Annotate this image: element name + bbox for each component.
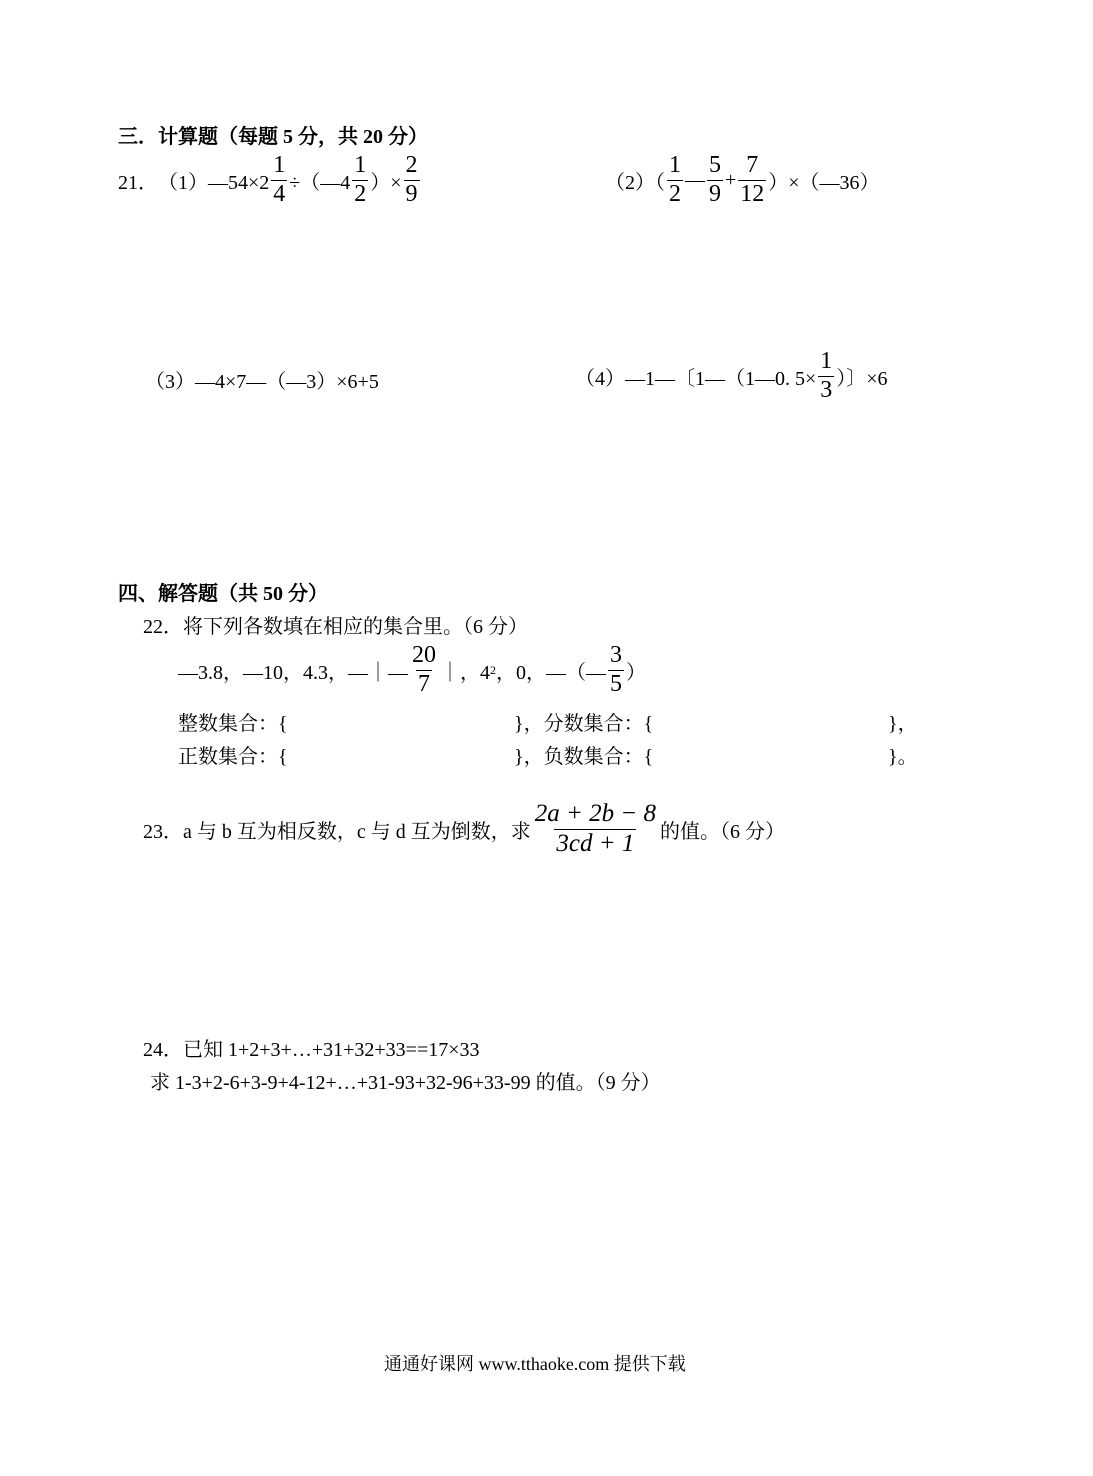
- fraction: [533, 800, 658, 859]
- q21-part2: [605, 152, 880, 208]
- q22-row2-left: 正数集合：{: [178, 746, 288, 768]
- q22-row1-mid: }，分数集合：{: [514, 713, 654, 735]
- fraction-numerator: 1: [354, 152, 367, 178]
- q22-row1-end: }，: [888, 713, 918, 735]
- section3-title: 三．计算题（每题 5 分，共 20 分）: [118, 126, 428, 148]
- q23-lead: 23．a 与 b 互为相反数，c 与 d 互为倒数，求: [143, 820, 531, 843]
- q22-nums-mid2: ，0，—（—: [496, 661, 606, 684]
- q22-row1-left: 整数集合：{: [178, 713, 288, 735]
- fraction-denominator: 9: [709, 180, 721, 207]
- fraction-denominator: 9: [405, 180, 418, 207]
- q22-stem: 22．将下列各数填在相应的集合里。（6 分）: [143, 616, 528, 638]
- q21-p2-op2: +: [725, 168, 737, 191]
- q22-row2-mid: }，负数集合：{: [514, 746, 654, 768]
- fraction-numerator: 2a + 2b − 8: [534, 800, 657, 827]
- q23: [143, 800, 785, 859]
- fraction-denominator: 2: [354, 180, 367, 207]
- q24-line2: 求 1-3+2-6+3-9+4-12+…+31-93+32-96+33-99 的值。（9 分）: [150, 1072, 661, 1094]
- fraction: [738, 152, 766, 208]
- q21-part1: [118, 152, 422, 208]
- fraction: [404, 152, 420, 208]
- fraction-denominator: 12: [740, 180, 765, 207]
- q22-exponent: 2: [490, 662, 496, 677]
- fraction-numerator: 5: [709, 152, 721, 178]
- q21-p4-lead: （4）—1—〔1—（1—0. 5×: [575, 367, 817, 390]
- q21-part3: （3）—4×7—（—3）×6+5: [145, 371, 379, 393]
- section4-title: 四、解答题（共 50 分）: [118, 583, 328, 605]
- q23-tail: 的值。（6 分）: [660, 820, 786, 843]
- q21-p2-tail: ）×（—36）: [768, 171, 880, 194]
- fraction: [271, 152, 287, 208]
- fraction-numerator: 1: [820, 348, 833, 374]
- fraction-denominator: 4: [273, 180, 286, 207]
- q21-number: 21．: [118, 171, 158, 194]
- fraction-denominator: 5: [610, 670, 622, 697]
- fraction-numerator: 20: [412, 642, 436, 668]
- fraction-numerator: 1: [273, 152, 286, 178]
- fraction: [608, 642, 624, 698]
- fraction-numerator: 2: [405, 152, 418, 178]
- q21-part4: [575, 348, 888, 404]
- q21-p2-op1: —: [685, 168, 705, 191]
- q24-line1: 24．已知 1+2+3+…+31+32+33==17×33: [143, 1039, 480, 1061]
- fraction-denominator: 3: [820, 376, 833, 403]
- q21-p1-mid: ÷（—4: [289, 171, 351, 194]
- fraction: [667, 152, 683, 208]
- fraction: [410, 642, 438, 698]
- fraction-denominator: 7: [418, 670, 430, 697]
- q22-nums-lead: —3.8，—10，4.3，—｜—: [178, 661, 408, 684]
- fraction: [818, 348, 834, 404]
- q21-p1-mid2: ）×: [370, 171, 402, 194]
- q22-nums-mid: ｜，4: [440, 661, 490, 684]
- q21-p1-lead: （1）—54×2: [158, 171, 270, 194]
- q22-nums-tail: ）: [626, 661, 646, 684]
- q21-p4-tail: ）〕×6: [836, 367, 888, 390]
- fraction-denominator: 3cd + 1: [556, 829, 635, 857]
- footer-credit: 通通好课网 www.tthaoke.com 提供下载: [384, 1354, 686, 1374]
- fraction: [352, 152, 368, 208]
- q21-p2-lead: （2）（: [605, 171, 665, 194]
- fraction-numerator: 3: [610, 642, 622, 668]
- fraction-numerator: 7: [746, 152, 759, 178]
- fraction-denominator: 2: [669, 180, 681, 207]
- q22-row2-end: }。: [888, 746, 918, 768]
- fraction: [707, 152, 723, 208]
- q22-numbers: [178, 642, 646, 698]
- fraction-numerator: 1: [669, 152, 681, 178]
